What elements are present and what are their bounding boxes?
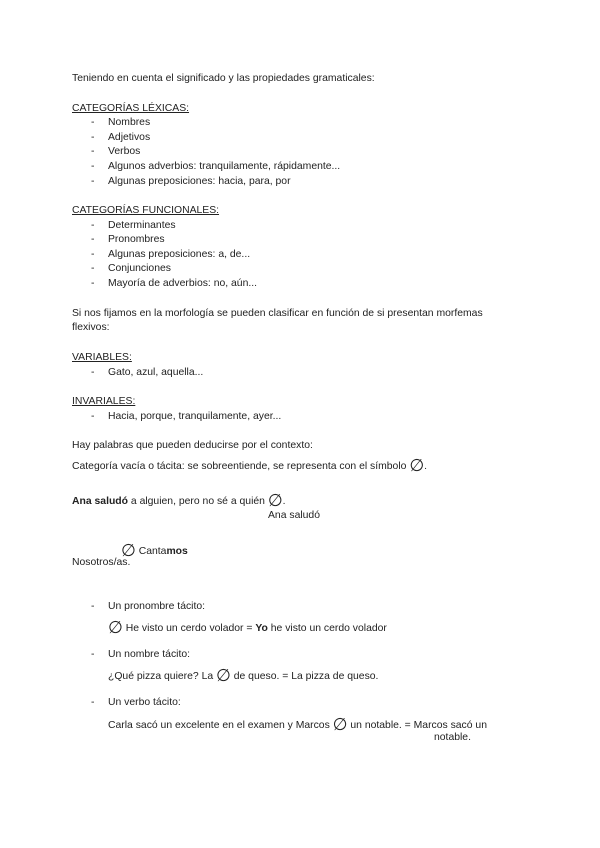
example-cantamos-line	[121, 540, 188, 558]
tacit-verb-continuation: notable.	[434, 732, 471, 743]
empty-set-icon: ∅	[267, 491, 283, 510]
bullet-dash: -	[91, 649, 95, 660]
bullet-dash: -	[91, 220, 95, 231]
context-line-2-text: Categoría vacía o tácita: se sobreentiende, se representa con el símbolo	[72, 461, 407, 472]
empty-set-icon: ∅	[121, 541, 136, 560]
list-item: Determinantes	[108, 220, 176, 231]
list-item: Algunas preposiciones: a, de...	[108, 249, 251, 260]
bullet-dash: -	[91, 278, 95, 289]
bullet-dash: -	[91, 249, 95, 260]
invariables-item: Hacia, porque, tranquilamente, ayer...	[108, 411, 282, 422]
list-item: Algunos adverbios: tranquilamente, rápidamente...	[108, 161, 341, 172]
list-item: Nombres	[108, 117, 151, 128]
bullet-dash: -	[91, 601, 95, 612]
bullet-dash: -	[91, 132, 95, 143]
example-ana-line	[72, 490, 286, 508]
bullet-dash: -	[91, 697, 95, 708]
tacit-noun-title: Un nombre tácito:	[108, 649, 191, 660]
tacit-verb-title: Un verbo tácito:	[108, 697, 181, 708]
list-item: Algunas preposiciones: hacia, para, por	[108, 176, 291, 187]
cantamos-prefix: Canta	[138, 546, 167, 557]
morphology-line-2: flexivos:	[72, 322, 110, 333]
empty-set-icon: ∅	[216, 666, 231, 685]
context-period: .	[424, 461, 428, 472]
bullet-dash: -	[91, 367, 95, 378]
variables-item: Gato, azul, aquella...	[108, 367, 204, 378]
bullet-dash: -	[91, 117, 95, 128]
context-line-1: Hay palabras que pueden deducirse por el contexto:	[72, 440, 313, 451]
list-item: Verbos	[108, 146, 141, 157]
list-item: Conjunciones	[108, 263, 171, 274]
bullet-dash: -	[91, 146, 95, 157]
lexical-heading: CATEGORÍAS LÉXICAS:	[72, 103, 190, 114]
example-ana-bold: Ana saludó	[72, 496, 129, 507]
list-item: Adjetivos	[108, 132, 151, 143]
tacit-verb-example: Carla sacó un excelente en el examen y Marcos ∅ un notable. = Marcos sacó un	[108, 715, 487, 734]
bullet-dash: -	[91, 161, 95, 172]
variables-heading: VARIABLES:	[72, 352, 132, 363]
morphology-line-1: Si nos fijamos en la morfología se pueden clasificar en función de si presentan morfemas	[72, 308, 483, 319]
empty-set-icon: ∅	[409, 456, 425, 475]
tacit-pronoun-title: Un pronombre tácito:	[108, 601, 206, 612]
tacit-pronoun-example: ∅ He visto un cerdo volador = Yo he visto un cerdo volador	[108, 618, 387, 637]
example-ana-below: Ana saludó	[268, 510, 320, 521]
empty-set-icon: ∅	[332, 715, 348, 734]
list-item: Pronombres	[108, 234, 165, 245]
invariables-heading: INVARIALES:	[72, 396, 136, 407]
context-line-2	[72, 455, 427, 473]
bullet-dash: -	[91, 234, 95, 245]
example-cantamos-below: Nosotros/as.	[72, 557, 131, 568]
empty-set-icon: ∅	[108, 618, 123, 637]
bullet-dash: -	[91, 263, 95, 274]
list-item: Mayoría de adverbios: no, aún...	[108, 278, 258, 289]
example-ana-period: .	[282, 496, 286, 507]
example-ana-rest: a alguien, pero no sé a quién	[128, 496, 265, 507]
functional-heading: CATEGORÍAS FUNCIONALES:	[72, 205, 220, 216]
cantamos-suffix: mos	[166, 546, 188, 557]
bullet-dash: -	[91, 176, 95, 187]
bullet-dash: -	[91, 411, 95, 422]
tacit-noun-example: ¿Qué pizza quiere? La ∅ de queso. = La pizza de queso.	[108, 666, 379, 685]
intro-text: Teniendo en cuenta el significado y las propiedades gramaticales:	[72, 73, 375, 84]
